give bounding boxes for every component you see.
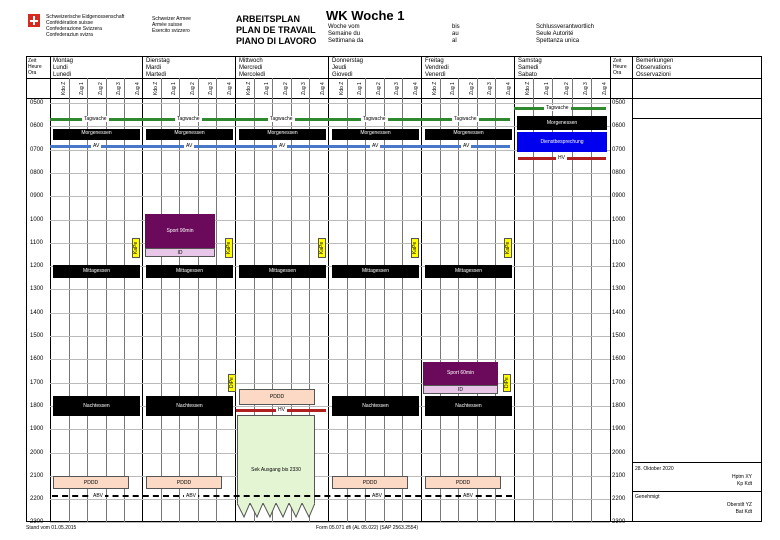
- bis-label: [452, 24, 472, 45]
- hour-label: 1000: [612, 216, 626, 223]
- tagwache-label-tue: Tagwache: [177, 116, 200, 122]
- hour-label: 0800: [30, 169, 44, 176]
- kape-wed: KaPe: [318, 238, 326, 258]
- day-line: Freitag: [425, 58, 444, 64]
- week-line: Semaine du: [328, 31, 361, 37]
- hour-label: 2200: [30, 496, 44, 503]
- day-line: Mittwoch: [239, 58, 263, 64]
- remarks-line: Observations: [636, 65, 672, 71]
- hv-label-wed: HV: [278, 407, 285, 413]
- sub-column-label: Zug 2: [282, 82, 289, 95]
- hour-label: 1200: [612, 263, 626, 270]
- hour-label: 1400: [612, 309, 626, 316]
- hour-label: 0500: [612, 100, 626, 106]
- abv-label-mon: ABV: [93, 493, 104, 499]
- hour-label: 1600: [30, 356, 44, 363]
- time-header-line: Zeit: [613, 58, 622, 64]
- sub-column-label: Zug 2: [563, 82, 570, 95]
- hour-label: 0600: [30, 123, 44, 130]
- tagwache-label-mon: Tagwache: [84, 116, 107, 122]
- av-label-tue: AV: [186, 143, 193, 149]
- hour-gridline: [50, 383, 610, 384]
- sport90-tue: Sport 90min: [145, 214, 215, 248]
- day-line: Martedì: [146, 72, 167, 78]
- sub-column-label: Zug 1: [171, 82, 178, 95]
- hour-label: 2300: [30, 519, 44, 526]
- hour-gridline: [50, 522, 610, 523]
- bis-line: bis: [452, 24, 460, 30]
- id-fri: ID: [423, 385, 498, 394]
- pdd-fri: PDDD: [425, 476, 501, 489]
- day-line: Jeudi: [332, 65, 347, 71]
- day-header-monday: [53, 58, 73, 79]
- hour-gridline: [50, 220, 610, 221]
- sub-column-label: Zug 2: [468, 82, 475, 95]
- hour-gridline: [50, 453, 610, 454]
- sub-column-label: Zug 4: [413, 82, 419, 95]
- day-line: Lunedì: [53, 72, 72, 78]
- hour-gridline: [50, 103, 610, 104]
- army-block: [152, 16, 222, 34]
- plan-title: [236, 14, 326, 47]
- swiss-cross-icon: [28, 14, 40, 27]
- day-header-thursday: [332, 58, 363, 79]
- hour-label: 1300: [30, 286, 44, 293]
- sub-column-label: Zug 1: [357, 82, 364, 95]
- day-line: Vendredi: [425, 65, 449, 71]
- sub-column-label: Zug 3: [301, 82, 308, 95]
- plan-line: PLAN DE TRAVAIL: [236, 25, 316, 35]
- day-header-friday: [425, 58, 449, 79]
- hour-label: 2100: [612, 472, 626, 479]
- hour-gridline: [50, 499, 610, 500]
- mittagessen-thu: Mittagessen: [332, 265, 419, 278]
- hour-gridline: [50, 476, 610, 477]
- week-label: [328, 24, 388, 45]
- hour-label: 1900: [30, 426, 44, 433]
- sub-column-label: Zug 1: [264, 82, 271, 95]
- hour-label: 0700: [30, 146, 44, 153]
- mittagessen-wed: Mittagessen: [239, 265, 326, 278]
- day-line: Sabato: [518, 72, 538, 78]
- remarks-line: Bemerkungen: [636, 58, 674, 64]
- nachtessen-fri: Nachtessen: [425, 396, 512, 416]
- day-line: Samstag: [518, 58, 542, 64]
- org-line: Schweizerische Eidgenossenschaft: [46, 14, 125, 20]
- sub-column-label: Kdo Z: [338, 81, 345, 96]
- ausgang-wed: [237, 415, 315, 505]
- time-header-left: [28, 58, 42, 76]
- footer-left: Stand vom 01.05.2015: [26, 525, 77, 531]
- pdd-thu: PDDD: [332, 476, 408, 489]
- day-line: Mercredi: [239, 65, 263, 71]
- hour-label: 1000: [30, 216, 44, 223]
- tagwache-label-fri: Tagwache: [454, 116, 477, 122]
- kape-mon: KaPe: [132, 238, 140, 258]
- remarks-line: Osservazioni: [636, 72, 671, 78]
- hour-gridline: [50, 289, 610, 290]
- ausgang-label: Sek Ausgang bis 2330: [251, 467, 301, 473]
- day-line: Lundi: [53, 65, 68, 71]
- day-header-saturday: [518, 58, 542, 79]
- hour-label: 1400: [30, 309, 44, 316]
- hour-label: 1800: [30, 402, 44, 409]
- sub-column-label: Zug 3: [208, 82, 215, 95]
- id-tue: ID: [145, 248, 215, 257]
- bis-line: al: [452, 38, 457, 44]
- morgenessen-thu: Morgenessen: [332, 129, 419, 140]
- sub-column-label: Zug 4: [506, 82, 512, 95]
- av-label-mon: AV: [93, 143, 100, 149]
- abv-label-thu: ABV: [372, 493, 383, 499]
- sidebar-name1: Hptm XY: [731, 474, 752, 480]
- time-header-line: Zeit: [28, 58, 37, 64]
- hv-label-sat: HV: [558, 155, 565, 161]
- remarks-header: [636, 58, 673, 79]
- unit-line: Schlussverantwortlich: [536, 24, 595, 30]
- army-line: Armée suisse: [152, 22, 183, 28]
- day-line: Mercoledì: [239, 72, 266, 78]
- day-header-wednesday: [239, 58, 265, 79]
- sub-column-label: Kdo Z: [60, 81, 67, 96]
- hour-label: 1200: [30, 263, 44, 270]
- hour-label: 1100: [30, 239, 43, 246]
- sidebar-role2: Bat Kdt: [735, 509, 752, 515]
- week-line: Woche vom: [328, 24, 360, 30]
- hour-gridline: [50, 336, 610, 337]
- dienstbesprechung-sat: Dienstbesprechung: [517, 132, 607, 152]
- org-line: Confederazione Svizzera: [46, 26, 102, 32]
- hour-label: 0600: [612, 123, 626, 130]
- day-line: Dienstag: [146, 58, 170, 64]
- morgenessen-mon: Morgenessen: [53, 129, 140, 140]
- dipe-mon: DiPe: [228, 374, 236, 392]
- sub-column-label: Zug 4: [602, 82, 608, 95]
- unit-label: [536, 24, 626, 45]
- nachtessen-thu: Nachtessen: [332, 396, 419, 416]
- mittagessen-tue: Mittagessen: [146, 265, 233, 278]
- sub-column-label: Zug 2: [189, 82, 196, 95]
- sub-column-label: Zug 3: [582, 82, 589, 95]
- time-header-line: Heure: [28, 64, 42, 70]
- hour-label: 1100: [612, 239, 625, 246]
- tagwache-label-wed: Tagwache: [270, 116, 293, 122]
- sub-column-label: Zug 1: [450, 82, 457, 95]
- plan-line: ARBEITSPLAN: [236, 14, 301, 24]
- sub-column-label: Zug 4: [227, 82, 233, 95]
- sub-column-label: Zug 2: [375, 82, 382, 95]
- morgenessen-fri: Morgenessen: [425, 129, 512, 140]
- sidebar-role1: Kp Kdt: [736, 481, 752, 487]
- morgenessen-wed: Morgenessen: [239, 129, 326, 140]
- hour-label: 0500: [30, 100, 44, 106]
- abv-label-tue: ABV: [186, 493, 197, 499]
- hour-label: 2100: [30, 472, 44, 479]
- org-line: Confederaziun svizra: [46, 32, 93, 38]
- time-header-line: Ora: [613, 70, 622, 76]
- plan-line: PIANO DI LAVORO: [236, 36, 317, 46]
- org-line: Confédération suisse: [46, 20, 93, 26]
- hour-label: 2200: [612, 496, 626, 503]
- day-line: Venerdì: [425, 72, 446, 78]
- mittagessen-fri: Mittagessen: [425, 265, 512, 278]
- morgenessen-sat: Morgenessen: [517, 116, 607, 130]
- av-label-fri: AV: [463, 143, 470, 149]
- kape-fri: KaPe: [504, 238, 512, 258]
- pdd-wed: PDDD: [239, 389, 315, 405]
- time-header-line: Heure: [613, 64, 627, 70]
- sub-column-label: Zug 3: [116, 82, 123, 95]
- hour-label: 1700: [612, 379, 626, 386]
- pdd-mon: PDDD: [53, 476, 129, 489]
- av-label-thu: AV: [372, 143, 379, 149]
- day-header-tuesday: [146, 58, 170, 79]
- day-line: Mardi: [146, 65, 162, 71]
- hour-label: 0900: [612, 193, 626, 200]
- pdd-tue: PDDD: [146, 476, 222, 489]
- sub-column-label: Zug 4: [320, 82, 326, 95]
- hour-label: 2000: [30, 449, 44, 456]
- kape-tue: KaPe: [225, 238, 233, 258]
- abv-line: [52, 495, 512, 497]
- hour-gridline: [50, 173, 610, 174]
- nachtessen-tue: Nachtessen: [146, 396, 233, 416]
- hour-gridline: [50, 359, 610, 360]
- av-label-wed: AV: [279, 143, 286, 149]
- hour-label: 1300: [612, 286, 626, 293]
- hour-label: 2300: [612, 519, 626, 526]
- sub-column-label: Zug 1: [79, 82, 86, 95]
- hour-label: 1500: [612, 333, 626, 339]
- hour-label: 1800: [612, 402, 626, 409]
- day-line: Samedi: [518, 65, 539, 71]
- mittagessen-mon: Mittagessen: [53, 265, 140, 278]
- day-line: Donnerstag: [332, 58, 364, 64]
- sidebar-date: 28. Oktober 2020: [635, 466, 674, 472]
- sub-column-label: Kdo Z: [245, 81, 252, 96]
- day-line: Montag: [53, 58, 74, 64]
- sub-column-label: Kdo Z: [152, 81, 159, 96]
- sidebar-approved: Genehmigt: [635, 494, 660, 500]
- army-line: Esercito svizzero: [152, 28, 190, 34]
- hour-label: 0900: [30, 193, 44, 200]
- army-line: Schweizer Armee: [152, 16, 191, 22]
- sub-column-label: Zug 4: [135, 82, 141, 95]
- sport60-fri: Sport 60min: [423, 362, 498, 385]
- hour-label: 0700: [612, 146, 626, 153]
- ausgang-zigzag-icon: [237, 503, 315, 521]
- hour-gridline: [50, 196, 610, 197]
- sub-column-label: Zug 3: [487, 82, 494, 95]
- morgenessen-tue: Morgenessen: [146, 129, 233, 140]
- hour-label: 1600: [612, 356, 626, 363]
- bis-line: au: [452, 31, 459, 37]
- footer-center: Form 05.071 dfi (AL 05.022) (SAP 2563.2554): [316, 525, 419, 531]
- week-title: WK Woche 1: [326, 8, 405, 23]
- sub-column-label: Zug 1: [544, 82, 551, 95]
- sidebar-name2: Oberstlt YZ: [726, 502, 752, 508]
- nachtessen-mon: Nachtessen: [53, 396, 140, 416]
- sub-column-label: Zug 3: [394, 82, 401, 95]
- hour-label: 1900: [612, 426, 626, 433]
- kape-thu: KaPe: [411, 238, 419, 258]
- tagwache-label-thu: Tagwache: [363, 116, 386, 122]
- hour-gridline: [50, 429, 610, 430]
- week-line: Settimana da: [328, 38, 364, 44]
- hour-label: 0800: [612, 169, 626, 176]
- hour-gridline: [50, 313, 610, 314]
- hour-label: 2000: [612, 449, 626, 456]
- hour-label: 1500: [30, 333, 44, 339]
- abv-label-fri: ABV: [463, 493, 474, 499]
- tagwache-label-sat: Tagwache: [546, 105, 569, 111]
- unit-line: Seule Autorité: [536, 31, 574, 37]
- time-header-right: [613, 58, 627, 76]
- dipe-fri: DiPe: [503, 374, 511, 392]
- sub-column-label: Kdo Z: [431, 81, 438, 96]
- sub-column-label: Kdo Z: [525, 81, 532, 96]
- time-header-line: Ora: [28, 70, 37, 76]
- day-line: Giovedì: [332, 72, 353, 78]
- sub-column-label: Zug 2: [97, 82, 104, 95]
- hour-label: 1700: [30, 379, 44, 386]
- unit-line: Spettanza unica: [536, 38, 580, 44]
- org-block: [46, 14, 146, 38]
